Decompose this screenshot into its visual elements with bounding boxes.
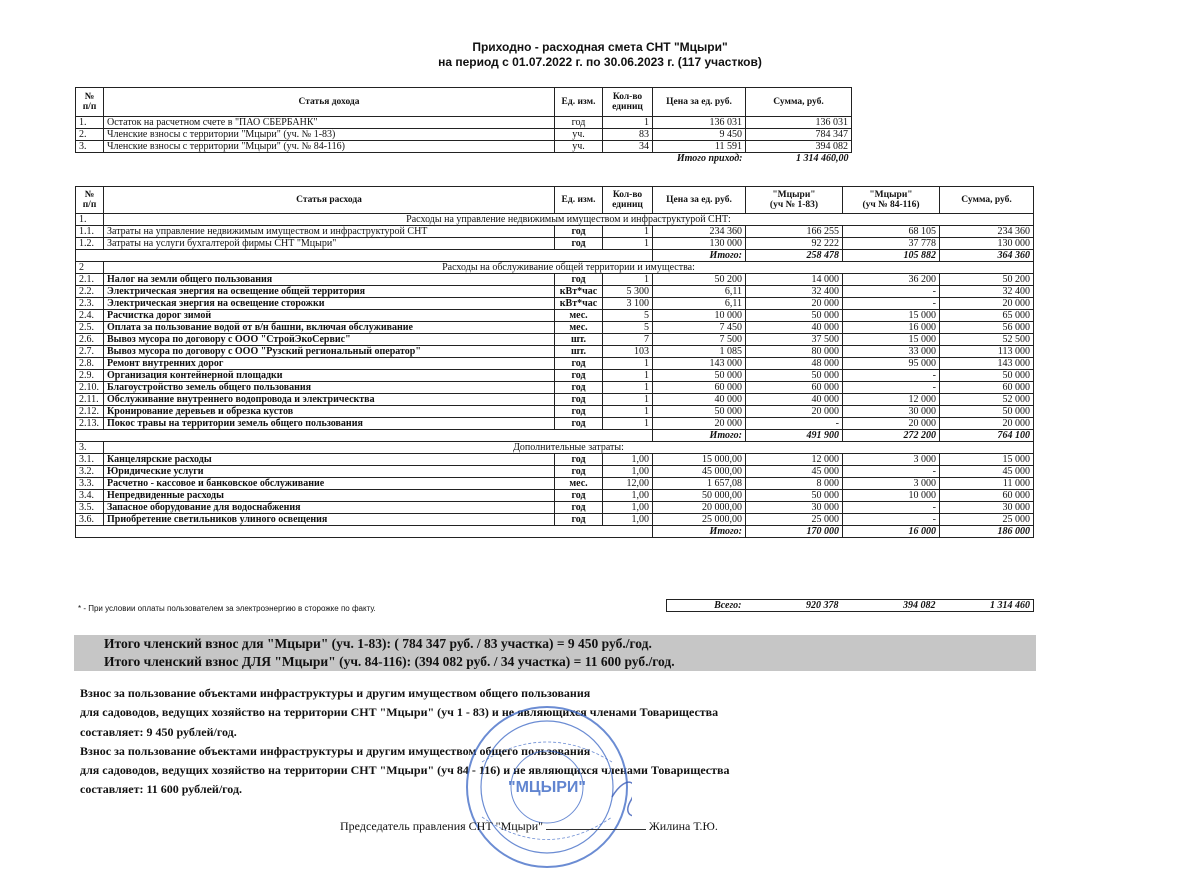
row-price: 20 000,00 [653,502,746,514]
row-price: 50 000 [653,406,746,418]
row-sum: 52 000 [940,394,1034,406]
row-item: Благоустройство земель общего пользования [104,382,555,394]
row-num: 3.1. [76,454,104,466]
expense-row [76,370,1034,382]
row-num: 2.13. [76,418,104,430]
stamp-seal-icon [462,702,632,872]
row-unit: год [555,394,603,406]
row-unit: год [555,382,603,394]
row-price: 40 000 [653,394,746,406]
section-total-label: Итого: [653,430,746,442]
row-price: 7 500 [653,334,746,346]
row-num: 2.10. [76,382,104,394]
grand-total-sum: 1 314 460 [939,600,1034,612]
row-m1: 8 000 [746,478,843,490]
signature-block [340,818,718,834]
row-m2: 3 000 [843,478,940,490]
row-m1: 50 000 [746,310,843,322]
row-num: 3.6. [76,514,104,526]
notice-line: для садоводов, ведущих хозяйство на территории СНТ "Мцыри" (уч 1 - 83) и не являющихся членами Товарищества [80,705,719,720]
row-m1: 12 000 [746,454,843,466]
row-sum: 15 000 [940,454,1034,466]
section-num: 2 [76,262,104,274]
row-sum: 50 200 [940,274,1034,286]
row-price: 6,11 [653,286,746,298]
row-unit: уч. [555,141,603,153]
row-unit: кВт*час [555,298,603,310]
row-num: 2.12. [76,406,104,418]
expense-row [76,274,1034,286]
row-m1: 30 000 [746,502,843,514]
section-total-label: Итого: [653,250,746,262]
row-sum: 56 000 [940,322,1034,334]
row-m2: 16 000 [843,322,940,334]
row-num: 3.2. [76,466,104,478]
row-m1: 40 000 [746,322,843,334]
row-unit: год [555,466,603,478]
row-m1: 37 500 [746,334,843,346]
row-m2: 30 000 [843,406,940,418]
summary-line-2: Итого членский взнос ДЛЯ "Мцыри" (уч. 84-116): (394 082 руб. / 34 участка) = 11 600 руб./год. [104,654,675,669]
row-unit: год [555,370,603,382]
row-item: Налог на земли общего пользования [104,274,555,286]
row-num: 2.5. [76,322,104,334]
row-price: 60 000 [653,382,746,394]
expense-row [76,310,1034,322]
row-item: Затраты на услуги бухгалтерой фирмы СНТ "Мцыри" [104,238,555,250]
section-title: Расходы на обслуживание общей территории и имущества: [104,262,1034,274]
row-item: Непредвиденные расходы [104,490,555,502]
income-total-label: Итого приход: [676,153,743,164]
row-m1: 45 000 [746,466,843,478]
row-m1: 40 000 [746,394,843,406]
row-m2: - [843,286,940,298]
row-item: Канцелярские расходы [104,454,555,466]
row-sum: 45 000 [940,466,1034,478]
row-unit: шт. [555,334,603,346]
row-m2: - [843,466,940,478]
notice-line: Взнос за пользование объектами инфраструктуры и другим имуществом общего пользования [80,686,591,700]
expense-row [76,394,1034,406]
row-item: Обслуживание внутреннего водопровода и электрическтва [104,394,555,406]
row-num: 3. [76,141,104,153]
expense-row [76,406,1034,418]
row-m1: 32 400 [746,286,843,298]
row-m2: 10 000 [843,490,940,502]
row-m1: 25 000 [746,514,843,526]
row-qty: 1,00 [603,514,653,526]
row-qty: 1 [603,117,653,129]
expense-row [76,514,1034,526]
row-unit: уч. [555,129,603,141]
row-m2: 3 000 [843,454,940,466]
section-total-sum: 364 360 [940,250,1034,262]
row-qty: 1 [603,382,653,394]
expense-header-qty: Кол-во единиц [603,187,653,214]
row-price: 11 591 [653,141,746,153]
row-sum: 25 000 [940,514,1034,526]
row-sum: 65 000 [940,310,1034,322]
row-num: 2.9. [76,370,104,382]
expense-header-m1: "Мцыри" (уч № 1-83) [746,187,843,214]
row-m1: 20 000 [746,406,843,418]
row-unit: год [555,514,603,526]
section-title: Дополнительные затраты: [104,442,1034,454]
row-sum: 136 031 [746,117,852,129]
section-total-m2: 16 000 [843,526,940,538]
title-line-1: Приходно - расходная смета СНТ "Мцыри" [472,40,728,54]
row-price: 7 450 [653,322,746,334]
row-sum: 20 000 [940,418,1034,430]
notice-line: для садоводов, ведущих хозяйство на территории СНТ "Мцыри" (уч 84 - 116) и не являющихся членами Товарищества [80,763,730,778]
expense-row [76,226,1034,238]
notice-line: составляет: 9 450 рублей/год. [80,724,237,739]
row-qty: 83 [603,129,653,141]
row-m2: 36 200 [843,274,940,286]
row-item: Остаток на расчетном счете в "ПАО СБЕРБАНК" [104,117,555,129]
row-unit: мес. [555,322,603,334]
income-row [76,117,852,129]
row-item: Затраты на управление недвижимым имуществом и инфраструктурой СНТ [104,226,555,238]
section-total-label: Итого: [653,526,746,538]
row-item: Покос травы на территории земель общего пользования [104,418,555,430]
row-price: 15 000,00 [653,454,746,466]
row-item: Электрическая энергия на освещение сторожки [104,298,555,310]
row-sum: 60 000 [940,490,1034,502]
row-qty: 1,00 [603,466,653,478]
row-qty: 1 [603,358,653,370]
row-price: 45 000,00 [653,466,746,478]
row-m2: 15 000 [843,310,940,322]
signature-line [546,818,646,830]
row-item: Вывоз мусора по договору с ООО "Рузский региональный оператор" [104,346,555,358]
income-header-sum: Сумма, руб. [746,88,852,117]
row-item: Электрическая энергия на освещение общей территория [104,286,555,298]
row-sum: 143 000 [940,358,1034,370]
row-qty: 1 [603,274,653,286]
income-header-num: № п/п [76,88,104,117]
expense-header-unit: Ед. изм. [555,187,603,214]
grand-total-m2: 394 082 [842,600,939,612]
section-total-blank [76,430,653,442]
expense-row [76,322,1034,334]
income-total-value: 1 314 460,00 [796,153,849,164]
row-item: Юридические услуги [104,466,555,478]
row-qty: 1 [603,418,653,430]
row-price: 50 000 [653,370,746,382]
expense-row [76,454,1034,466]
row-m1: 48 000 [746,358,843,370]
row-qty: 1,00 [603,490,653,502]
row-price: 6,11 [653,298,746,310]
row-m2: 12 000 [843,394,940,406]
row-item: Расчетно - кассовое и банковское обслуживание [104,478,555,490]
expense-row [76,490,1034,502]
row-item: Организация контейнерной площадки [104,370,555,382]
row-unit: год [555,226,603,238]
expense-row [76,358,1034,370]
section-total-sum: 186 000 [940,526,1034,538]
row-m1: 20 000 [746,298,843,310]
section-total-m1: 170 000 [746,526,843,538]
row-num: 3.4. [76,490,104,502]
row-qty: 103 [603,346,653,358]
row-qty: 5 [603,310,653,322]
row-price: 130 000 [653,238,746,250]
row-qty: 3 100 [603,298,653,310]
expense-header-sum: Сумма, руб. [940,187,1034,214]
row-sum: 394 082 [746,141,852,153]
notice-line: Взнос за пользование объектами инфраструктуры и другим имуществом общего пользования [80,743,591,758]
row-num: 1.1. [76,226,104,238]
row-m2: 15 000 [843,334,940,346]
summary-box [74,635,1036,671]
expense-row [76,298,1034,310]
row-sum: 52 500 [940,334,1034,346]
row-m2: 37 778 [843,238,940,250]
row-sum: 30 000 [940,502,1034,514]
expense-row [76,478,1034,490]
notice-line: составляет: 11 600 рублей/год. [80,782,243,797]
row-qty: 1 [603,226,653,238]
title-line-2: на период с 01.07.2022 г. по 30.06.2023 г. (117 участков) [438,55,762,69]
row-m2: - [843,298,940,310]
row-num: 1.2. [76,238,104,250]
section-total-row [76,430,1034,442]
row-qty: 7 [603,334,653,346]
signature-role: Председатель правления СНТ "Мцыри" [340,819,544,833]
income-header-price: Цена за ед. руб. [653,88,746,117]
section-title: Расходы на управление недвижимым имуществом и инфраструктурой СНТ: [104,214,1034,226]
row-unit: мес. [555,310,603,322]
row-unit: год [555,238,603,250]
expense-header-m2: "Мцыри" (уч № 84-116) [843,187,940,214]
row-price: 25 000,00 [653,514,746,526]
row-price: 9 450 [653,129,746,141]
row-item: Расчистка дорог зимой [104,310,555,322]
expense-row [76,238,1034,250]
row-qty: 5 300 [603,286,653,298]
grand-total-m1: 920 378 [745,600,842,612]
row-m1: 14 000 [746,274,843,286]
row-m2: - [843,502,940,514]
row-price: 10 000 [653,310,746,322]
row-unit: год [555,454,603,466]
section-num: 1. [76,214,104,226]
row-unit: год [555,117,603,129]
row-sum: 32 400 [940,286,1034,298]
expense-header-price: Цена за ед. руб. [653,187,746,214]
signature-name: Жилина Т.Ю. [649,819,718,833]
row-unit: год [555,274,603,286]
row-sum: 234 360 [940,226,1034,238]
section-header-row [76,262,1034,274]
row-sum: 60 000 [940,382,1034,394]
row-m2: - [843,370,940,382]
section-header-row [76,214,1034,226]
row-qty: 34 [603,141,653,153]
section-total-m2: 105 882 [843,250,940,262]
row-unit: кВт*час [555,286,603,298]
row-price: 143 000 [653,358,746,370]
row-num: 2. [76,129,104,141]
section-num: 3. [76,442,104,454]
row-qty: 5 [603,322,653,334]
grand-total-label: Всего: [667,600,745,612]
row-item: Запасное оборудование для водоснабжения [104,502,555,514]
row-num: 2.7. [76,346,104,358]
row-num: 2.4. [76,310,104,322]
section-total-m1: 491 900 [746,430,843,442]
income-table [75,87,852,164]
row-sum: 50 000 [940,406,1034,418]
notice-paragraphs [80,684,730,800]
section-header-row [76,442,1034,454]
row-m1: - [746,418,843,430]
row-item: Вывоз мусора по договору с ООО "СтройЭкоСервис" [104,334,555,346]
expense-row [76,286,1034,298]
expense-row [76,418,1034,430]
row-m1: 80 000 [746,346,843,358]
row-unit: мес. [555,478,603,490]
row-unit: год [555,490,603,502]
expense-table [75,186,1034,538]
page-title [0,40,1200,70]
expense-row [76,382,1034,394]
row-num: 2.3. [76,298,104,310]
row-sum: 784 347 [746,129,852,141]
row-m1: 50 000 [746,370,843,382]
stamp-text: "МЦЫРИ" [507,779,587,796]
section-total-m1: 258 478 [746,250,843,262]
row-unit: год [555,358,603,370]
section-total-m2: 272 200 [843,430,940,442]
section-total-blank [76,250,653,262]
row-m2: 68 105 [843,226,940,238]
row-item: Членские взносы с территории "Мцыри" (уч. № 84-116) [104,141,555,153]
section-total-row [76,526,1034,538]
row-price: 50 000,00 [653,490,746,502]
row-num: 1. [76,117,104,129]
grand-total-row [666,599,1034,612]
row-m1: 50 000 [746,490,843,502]
expense-row [76,334,1034,346]
row-qty: 1,00 [603,502,653,514]
section-total-row [76,250,1034,262]
row-num: 2.8. [76,358,104,370]
row-unit: год [555,418,603,430]
row-num: 2.1. [76,274,104,286]
row-item: Ремонт внутренних дорог [104,358,555,370]
row-sum: 11 000 [940,478,1034,490]
row-sum: 20 000 [940,298,1034,310]
income-header-unit: Ед. изм. [555,88,603,117]
expense-header-item: Статья расхода [104,187,555,214]
row-qty: 1,00 [603,454,653,466]
row-sum: 130 000 [940,238,1034,250]
row-m2: 20 000 [843,418,940,430]
row-price: 50 200 [653,274,746,286]
footnote: * - При условии оплаты пользователем за электроэнергию в сторожке по факту. [78,604,376,613]
row-item: Оплата за пользование водой от в/н башни, включая обслуживание [104,322,555,334]
row-unit: шт. [555,346,603,358]
row-price: 1 657,08 [653,478,746,490]
income-header-qty: Кол-во единиц [603,88,653,117]
row-num: 2.2. [76,286,104,298]
row-num: 2.11. [76,394,104,406]
section-total-sum: 764 100 [940,430,1034,442]
row-item: Кронирование деревьев и обрезка кустов [104,406,555,418]
row-qty: 12,00 [603,478,653,490]
row-price: 136 031 [653,117,746,129]
row-qty: 1 [603,238,653,250]
row-m1: 166 255 [746,226,843,238]
section-total-blank [76,526,653,538]
expense-row [76,346,1034,358]
row-qty: 1 [603,370,653,382]
expense-header-num: № п/п [76,187,104,214]
row-num: 2.6. [76,334,104,346]
row-price: 20 000 [653,418,746,430]
row-unit: год [555,406,603,418]
row-m2: 33 000 [843,346,940,358]
row-qty: 1 [603,406,653,418]
row-unit: год [555,502,603,514]
row-item: Членские взносы с территории "Мцыри" (уч. № 1-83) [104,129,555,141]
row-num: 3.5. [76,502,104,514]
row-m1: 92 222 [746,238,843,250]
row-m2: - [843,382,940,394]
row-price: 234 360 [653,226,746,238]
row-qty: 1 [603,394,653,406]
row-m2: - [843,514,940,526]
income-header-item: Статья дохода [104,88,555,117]
row-price: 1 085 [653,346,746,358]
row-item: Приобретение светильников улиного освещения [104,514,555,526]
row-m1: 60 000 [746,382,843,394]
expense-row [76,502,1034,514]
income-row [76,141,852,153]
row-m2: 95 000 [843,358,940,370]
row-sum: 113 000 [940,346,1034,358]
row-sum: 50 000 [940,370,1034,382]
expense-row [76,466,1034,478]
summary-line-1: Итого членский взнос для "Мцыри" (уч. 1-83): ( 784 347 руб. / 83 участка) = 9 450 руб./год. [104,636,652,651]
income-row [76,129,852,141]
row-num: 3.3. [76,478,104,490]
